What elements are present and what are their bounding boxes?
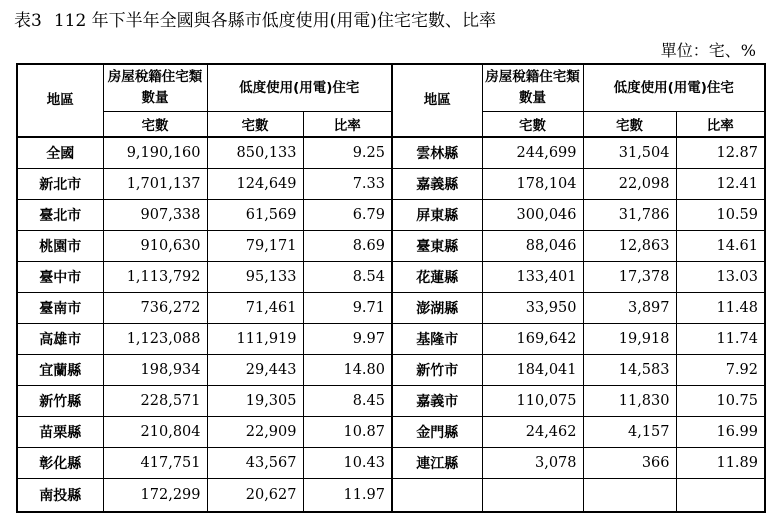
cell-total: 9,190,160 (103, 137, 207, 169)
cell-low-use: 19,305 (207, 386, 303, 417)
cell-area: 基隆市 (392, 324, 482, 355)
cell-area: 新竹縣 (17, 386, 103, 417)
cell-low-use: 124,649 (207, 169, 303, 200)
cell-low-use: 3,897 (583, 293, 676, 324)
cell-total: 1,701,137 (103, 169, 207, 200)
cell-low-use: 366 (583, 448, 676, 479)
cell-area: 臺中市 (17, 262, 103, 293)
data-table (16, 63, 766, 513)
table-title (14, 6, 496, 31)
cell-area: 雲林縣 (392, 137, 482, 169)
cell-low-use: 19,918 (583, 324, 676, 355)
cell-total: 244,699 (482, 137, 583, 169)
table-number: 表3 (14, 11, 42, 31)
cell-ratio: 11.74 (676, 324, 765, 355)
cell-low-use: 79,171 (207, 231, 303, 262)
cell-ratio: 14.61 (676, 231, 765, 262)
cell-area: 金門縣 (392, 417, 482, 448)
table-row (17, 169, 765, 200)
cell-low-use: 4,157 (583, 417, 676, 448)
cell-area: 臺北市 (17, 200, 103, 231)
subheader-count: 宅數 (583, 112, 676, 138)
cell-ratio: 13.03 (676, 262, 765, 293)
cell-ratio: 7.33 (303, 169, 392, 200)
table-row (17, 293, 765, 324)
cell-ratio: 12.41 (676, 169, 765, 200)
cell-ratio (676, 479, 765, 513)
subheader-count: 宅數 (482, 112, 583, 138)
header-area: 地區 (392, 64, 482, 137)
cell-area: 嘉義縣 (392, 169, 482, 200)
cell-total: 110,075 (482, 386, 583, 417)
cell-ratio: 11.97 (303, 479, 392, 513)
cell-total: 88,046 (482, 231, 583, 262)
header-housing-tax: 房屋稅籍住宅類數量 (103, 64, 207, 112)
cell-total (482, 479, 583, 513)
cell-area: 全國 (17, 137, 103, 169)
unit-label: 單位：宅、% (660, 41, 756, 60)
cell-ratio: 11.89 (676, 448, 765, 479)
table-row (17, 417, 765, 448)
cell-ratio: 8.69 (303, 231, 392, 262)
cell-low-use: 850,133 (207, 137, 303, 169)
table-row (17, 479, 765, 513)
cell-area (392, 479, 482, 513)
cell-low-use: 12,863 (583, 231, 676, 262)
cell-total: 1,123,088 (103, 324, 207, 355)
subheader-row (17, 112, 765, 138)
cell-low-use: 22,909 (207, 417, 303, 448)
cell-low-use: 29,443 (207, 355, 303, 386)
cell-ratio: 6.79 (303, 200, 392, 231)
cell-ratio: 10.87 (303, 417, 392, 448)
cell-low-use: 43,567 (207, 448, 303, 479)
cell-total: 907,338 (103, 200, 207, 231)
cell-area: 苗栗縣 (17, 417, 103, 448)
header-low-use: 低度使用(用電)住宅 (207, 64, 392, 112)
cell-low-use: 61,569 (207, 200, 303, 231)
cell-ratio: 8.45 (303, 386, 392, 417)
cell-total: 228,571 (103, 386, 207, 417)
table-body (17, 137, 765, 512)
cell-ratio: 9.25 (303, 137, 392, 169)
table-row (17, 448, 765, 479)
cell-area: 南投縣 (17, 479, 103, 513)
cell-ratio: 12.87 (676, 137, 765, 169)
cell-total: 184,041 (482, 355, 583, 386)
subheader-ratio: 比率 (303, 112, 392, 138)
cell-total: 198,934 (103, 355, 207, 386)
cell-area: 新竹市 (392, 355, 482, 386)
cell-low-use (583, 479, 676, 513)
cell-area: 屏東縣 (392, 200, 482, 231)
cell-total: 1,113,792 (103, 262, 207, 293)
table-row (17, 137, 765, 169)
cell-low-use: 95,133 (207, 262, 303, 293)
cell-total: 300,046 (482, 200, 583, 231)
cell-ratio: 10.59 (676, 200, 765, 231)
table-row (17, 262, 765, 293)
cell-area: 連江縣 (392, 448, 482, 479)
cell-total: 417,751 (103, 448, 207, 479)
cell-ratio: 11.48 (676, 293, 765, 324)
cell-total: 33,950 (482, 293, 583, 324)
cell-low-use: 71,461 (207, 293, 303, 324)
cell-ratio: 10.43 (303, 448, 392, 479)
cell-low-use: 22,098 (583, 169, 676, 200)
cell-area: 臺南市 (17, 293, 103, 324)
cell-low-use: 11,830 (583, 386, 676, 417)
subheader-count: 宅數 (207, 112, 303, 138)
subheader-count: 宅數 (103, 112, 207, 138)
header-housing-tax: 房屋稅籍住宅類數量 (482, 64, 583, 112)
cell-area: 臺東縣 (392, 231, 482, 262)
header-low-use: 低度使用(用電)住宅 (583, 64, 765, 112)
cell-ratio: 8.54 (303, 262, 392, 293)
cell-area: 新北市 (17, 169, 103, 200)
table-row (17, 355, 765, 386)
table-row (17, 200, 765, 231)
cell-low-use: 31,786 (583, 200, 676, 231)
cell-low-use: 20,627 (207, 479, 303, 513)
cell-low-use: 31,504 (583, 137, 676, 169)
cell-total: 24,462 (482, 417, 583, 448)
table-title-text: 112 年下半年全國與各縣市低度使用(用電)住宅宅數、比率 (53, 11, 496, 31)
header-area: 地區 (17, 64, 103, 137)
cell-ratio: 16.99 (676, 417, 765, 448)
cell-low-use: 17,378 (583, 262, 676, 293)
cell-total: 133,401 (482, 262, 583, 293)
cell-ratio: 7.92 (676, 355, 765, 386)
cell-area: 彰化縣 (17, 448, 103, 479)
cell-ratio: 14.80 (303, 355, 392, 386)
cell-total: 172,299 (103, 479, 207, 513)
cell-area: 宜蘭縣 (17, 355, 103, 386)
cell-area: 高雄市 (17, 324, 103, 355)
cell-area: 桃園市 (17, 231, 103, 262)
table-row (17, 231, 765, 262)
cell-area: 嘉義市 (392, 386, 482, 417)
table-row (17, 386, 765, 417)
cell-low-use: 111,919 (207, 324, 303, 355)
cell-low-use: 14,583 (583, 355, 676, 386)
cell-total: 169,642 (482, 324, 583, 355)
cell-total: 3,078 (482, 448, 583, 479)
cell-ratio: 10.75 (676, 386, 765, 417)
cell-area: 澎湖縣 (392, 293, 482, 324)
header-row (17, 64, 765, 112)
subheader-ratio: 比率 (676, 112, 765, 138)
cell-area: 花蓮縣 (392, 262, 482, 293)
cell-total: 178,104 (482, 169, 583, 200)
cell-ratio: 9.97 (303, 324, 392, 355)
cell-total: 210,804 (103, 417, 207, 448)
cell-total: 736,272 (103, 293, 207, 324)
table-row (17, 324, 765, 355)
cell-total: 910,630 (103, 231, 207, 262)
cell-ratio: 9.71 (303, 293, 392, 324)
